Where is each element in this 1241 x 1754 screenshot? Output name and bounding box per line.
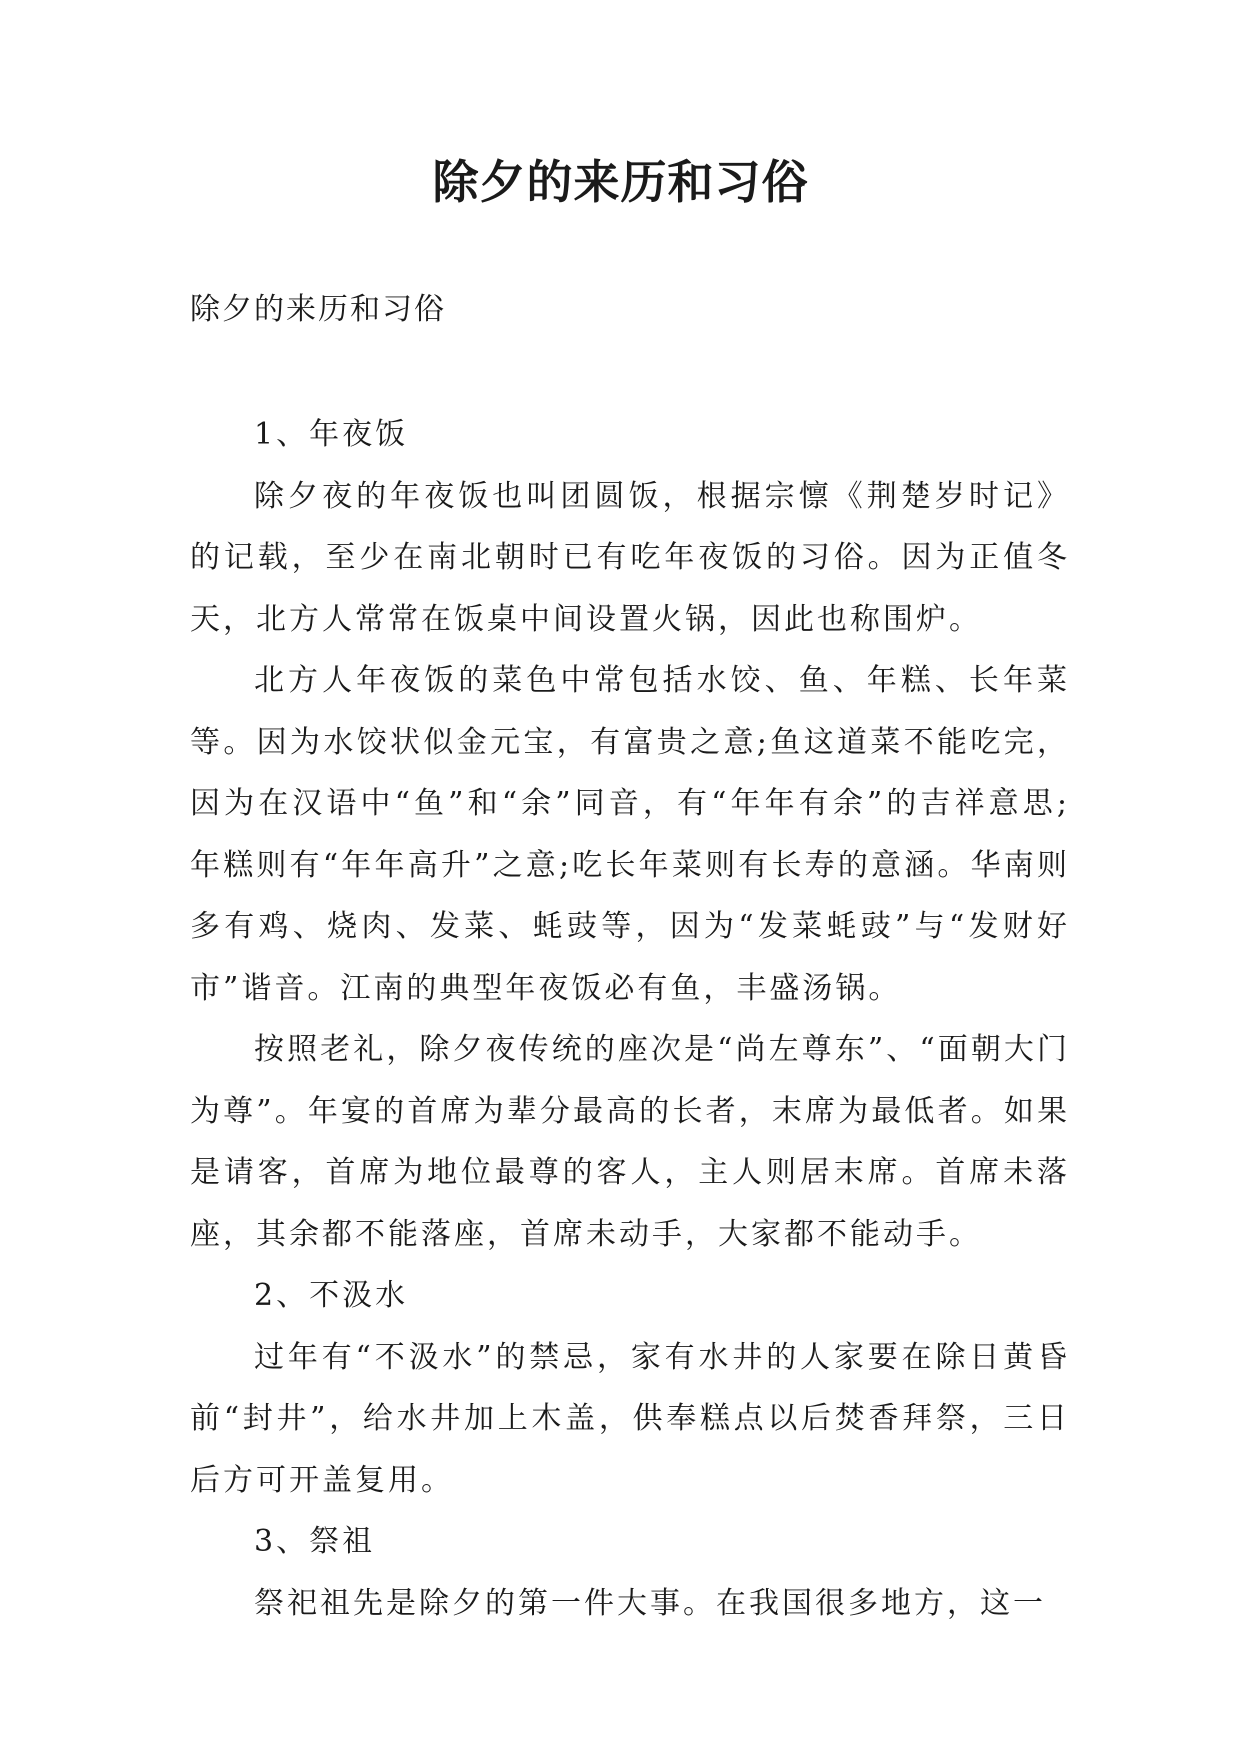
paragraph: 除夕夜的年夜饭也叫团圆饭，根据宗懔《荆楚岁时记》的记载，至少在南北朝时已有吃年夜饭的习俗。因为正值冬天，北方人常常在饭桌中间设置火锅，因此也称围炉。 xyxy=(190,478,1070,637)
paragraph: 北方人年夜饭的菜色中常包括水饺、鱼、年糕、长年菜等。因为水饺状似金元宝，有富贵之意;鱼这道菜不能吃完，因为在汉语中“鱼”和“余”同音，有“年年有余”的吉祥意思;年糕则有“年年高升”之意;吃长年菜则有长寿的意涵。华南则多有鸡、烧肉、发菜、蚝豉等，因为“发菜蚝豉”与“发财好市”谐音。江南的典型年夜饭必有鱼，丰盛汤锅。 xyxy=(190,663,1070,1006)
section-heading: 2、不汲水 xyxy=(254,1278,409,1313)
document-title: 除夕的来历和习俗 xyxy=(432,155,809,209)
section-heading: 1、年夜饭 xyxy=(254,417,409,452)
paragraph: 按照老礼，除夕夜传统的座次是“尚左尊东”、“面朝大门为尊”。年宴的首席为辈分最高的长者，末席为最低者。如果是请客，首席为地位最尊的客人，主人则居末席。首席未落座，其余都不能落座，首席未动手，大家都不能动手。 xyxy=(190,1032,1070,1252)
document-body xyxy=(190,404,1070,1634)
section-heading: 3、祭祖 xyxy=(254,1524,376,1559)
document-subtitle: 除夕的来历和习俗 xyxy=(190,292,446,327)
paragraph: 祭祀祖先是除夕的第一件大事。在我国很多地方，这一 xyxy=(254,1585,1046,1621)
paragraph: 过年有“不汲水”的禁忌，家有水井的人家要在除日黄昏前“封井”，给水井加上木盖，供奉糕点以后焚香拜祭，三日后方可开盖复用。 xyxy=(190,1339,1070,1498)
